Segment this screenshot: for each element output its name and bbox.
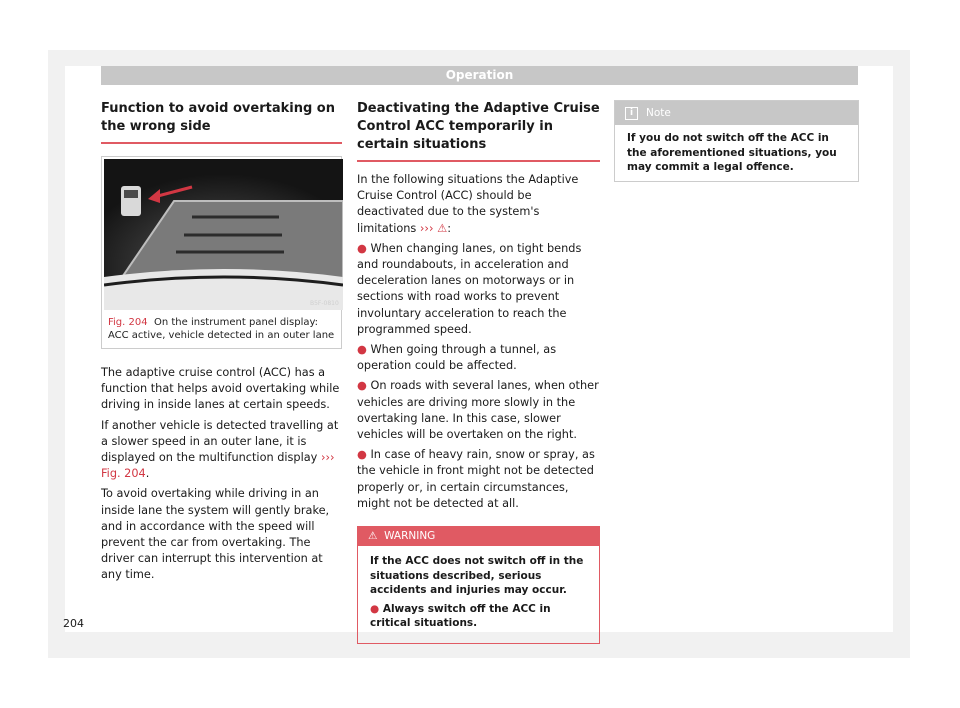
figure-number: Fig. 204 (108, 317, 148, 328)
paragraph-text: In the following situations the Adaptive Cruise Control (ACC) should be deactivated due to the system's limitations (357, 173, 579, 235)
paragraph: The adaptive cruise control (ACC) has a function that helps avoid overtaking while driving in inside lanes at certain speeds. (101, 366, 340, 412)
middle-column (357, 100, 600, 644)
list-item (357, 447, 600, 512)
page-number: 204 (63, 617, 84, 630)
warning-body (358, 546, 599, 643)
list-item-text: On roads with several lanes, when other vehicles are driving more slowly in the overtaking lane. In this case, slower vehicles will be overtaken on the right. (357, 379, 599, 442)
bullet-icon: ● (357, 343, 371, 357)
heading-rule (101, 142, 342, 144)
section-heading-overtaking: Function to avoid overtaking on the wrong side (101, 101, 335, 134)
paragraph: To avoid overtaking while driving in an inside lane the system will gently brake, and in accordance with the speed will prevent the car from overtaking. The driver can interrupt this intervention at any time. (101, 487, 330, 582)
list-item-text: When changing lanes, on tight bends and roundabouts, in acceleration and deceleration lanes on motorways or in sections with road works to prevent involuntary acceleration to reach the programmed speed. (357, 241, 582, 336)
paragraph (357, 172, 600, 237)
paragraph-text: If another vehicle is detected travelling at a slower speed in an outer lane, it is displayed on the multifunction display (101, 418, 339, 465)
list-item-text: In case of heavy rain, snow or spray, as the vehicle in front might not be detected properly or, in certain circumstances, might not be detected at all. (357, 448, 595, 510)
warning-triangle-icon: ⚠ (437, 221, 448, 235)
paragraph (101, 418, 342, 483)
list-item (357, 378, 600, 443)
bullet-icon: ● (370, 602, 383, 615)
instrument-display-image (104, 159, 343, 310)
figure-caption (108, 316, 335, 342)
list-item (357, 342, 600, 374)
warning-text: If the ACC does not switch off in the situations described, serious accidents and injuries may occur. (370, 555, 584, 597)
warning-box (357, 526, 600, 644)
warning-bullet (370, 602, 587, 631)
note-body: If you do not switch off the ACC in the aforementioned situations, you may commit a legal offence. (627, 132, 837, 173)
figure-link[interactable]: ››› Fig. 204 (101, 451, 335, 481)
punctuation: : (447, 221, 452, 235)
list-item-text: When going through a tunnel, as operation could be affected. (357, 343, 557, 373)
note-header (615, 101, 858, 125)
bullet-icon: ● (357, 241, 371, 255)
list-item (357, 241, 600, 338)
warning-header (358, 527, 599, 546)
info-icon: i (625, 107, 638, 120)
warning-bullet-text: Always switch off the ACC in critical situations. (370, 602, 551, 630)
figure-caption-text: On the instrument panel display: ACC active, vehicle detected in an outer lane (108, 317, 335, 341)
section-header: Operation (101, 66, 858, 85)
bullet-icon: ● (357, 379, 371, 393)
note-label: Note (646, 107, 671, 119)
punctuation: . (145, 467, 150, 481)
warning-link[interactable]: ››› (419, 221, 434, 235)
figure-204 (101, 156, 342, 349)
figure-code: B5F-0810 (310, 300, 339, 307)
warning-label: WARNING (384, 530, 436, 543)
section-heading-deactivating: Deactivating the Adaptive Cruise Control ACC temporarily in certain situations (357, 101, 600, 152)
note-box (614, 100, 859, 182)
right-column (614, 100, 859, 182)
warning-triangle-icon: ⚠ (368, 530, 385, 543)
bullet-icon: ● (357, 448, 371, 462)
left-column (101, 100, 342, 588)
